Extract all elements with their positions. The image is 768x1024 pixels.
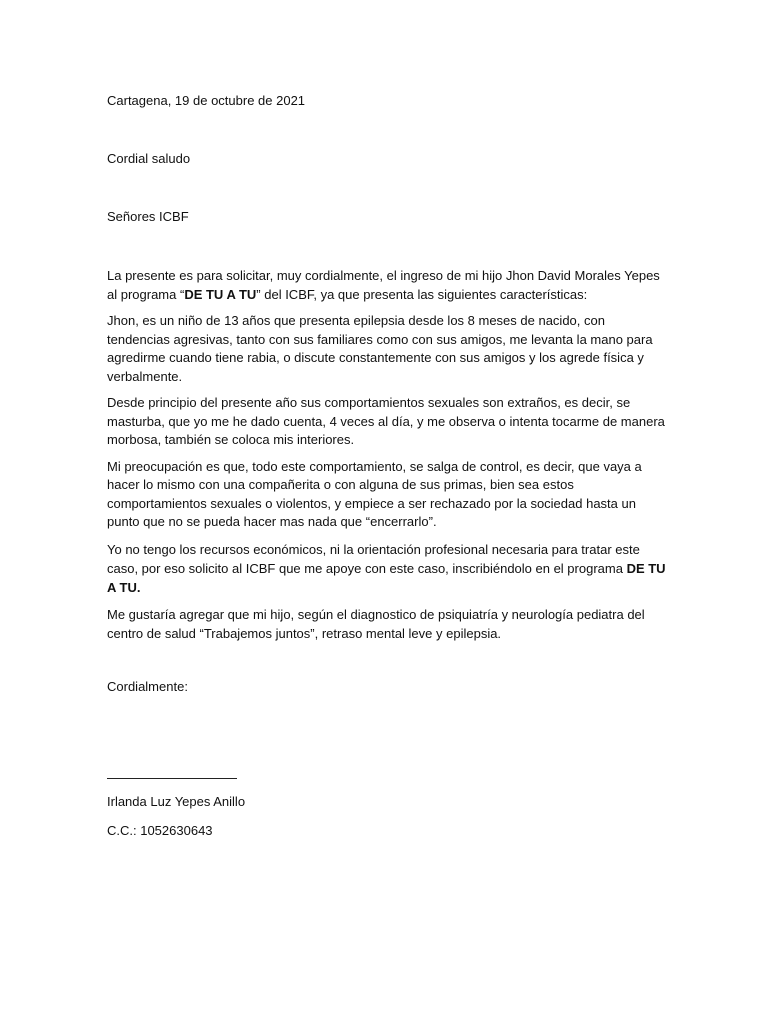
program-name-bold: DE TU A TU. — [107, 560, 666, 595]
letter-addressee: Señores ICBF — [107, 209, 189, 224]
letter-closing: Cordialmente: — [107, 678, 188, 694]
paragraph-description: Jhon, es un niño de 13 años que presenta epilepsia desde los 8 meses de nacido, con tendencias agresivas, tanto con sus familiares como con sus amigos, me levanta la mano para agredirme cuando tiene rabia, o discute constantemente con sus amigos y los agrede física y verbalmente. — [107, 313, 653, 384]
paragraph-request — [107, 266, 667, 304]
letter-greeting: Cordial saludo — [107, 151, 191, 166]
signer-name: Irlanda Luz Yepes Anillo — [107, 793, 246, 809]
paragraph-request-text-start: La presente es para solicitar, muy cordialmente, el ingreso de mi hijo Jhon David Morales Yepes al programa “ — [107, 268, 660, 302]
signer-id: C.C.: 1052630643 — [107, 822, 213, 838]
paragraph-request-text-end: ” del ICBF, ya que presenta las siguientes características: — [256, 287, 588, 302]
paragraph-diagnosis: Me gustaría agregar que mi hijo, según el diagnostico de psiquiatría y neurología pediatra del centro de salud “Trabajemos juntos”, retraso mental leve y epilepsia. — [107, 606, 645, 641]
paragraph-concern: Mi preocupación es que, todo este comportamiento, se salga de control, es decir, que vaya a hacer lo mismo con una compañerita o con alguna de sus primas, bien sea estos comportamientos sexuales o violentos, y empiece a ser rechazado por la sociedad hasta un punto que no se pueda hacer mas nada que “encerrarlo”. — [107, 458, 642, 529]
letter-body — [107, 91, 667, 840]
paragraph-resources-text: Yo no tengo los recursos económicos, ni la orientación profesional necesaria para tratar este caso, por eso solicito al ICBF que me apoye con este caso, inscribiéndolo en el programa — [107, 541, 640, 576]
paragraph-resources — [107, 540, 667, 597]
signature-line — [107, 778, 237, 779]
letter-date: Cartagena, 19 de octubre de 2021 — [107, 93, 306, 108]
program-name: DE TU A TU — [184, 287, 257, 302]
paragraph-behavior: Desde principio del presente año sus comportamientos sexuales son extraños, es decir, se masturba, que yo me he dado cuenta, 4 veces al día, y me observa o intenta tocarme de manera morbosa, también se coloca mis interiores. — [107, 395, 665, 447]
